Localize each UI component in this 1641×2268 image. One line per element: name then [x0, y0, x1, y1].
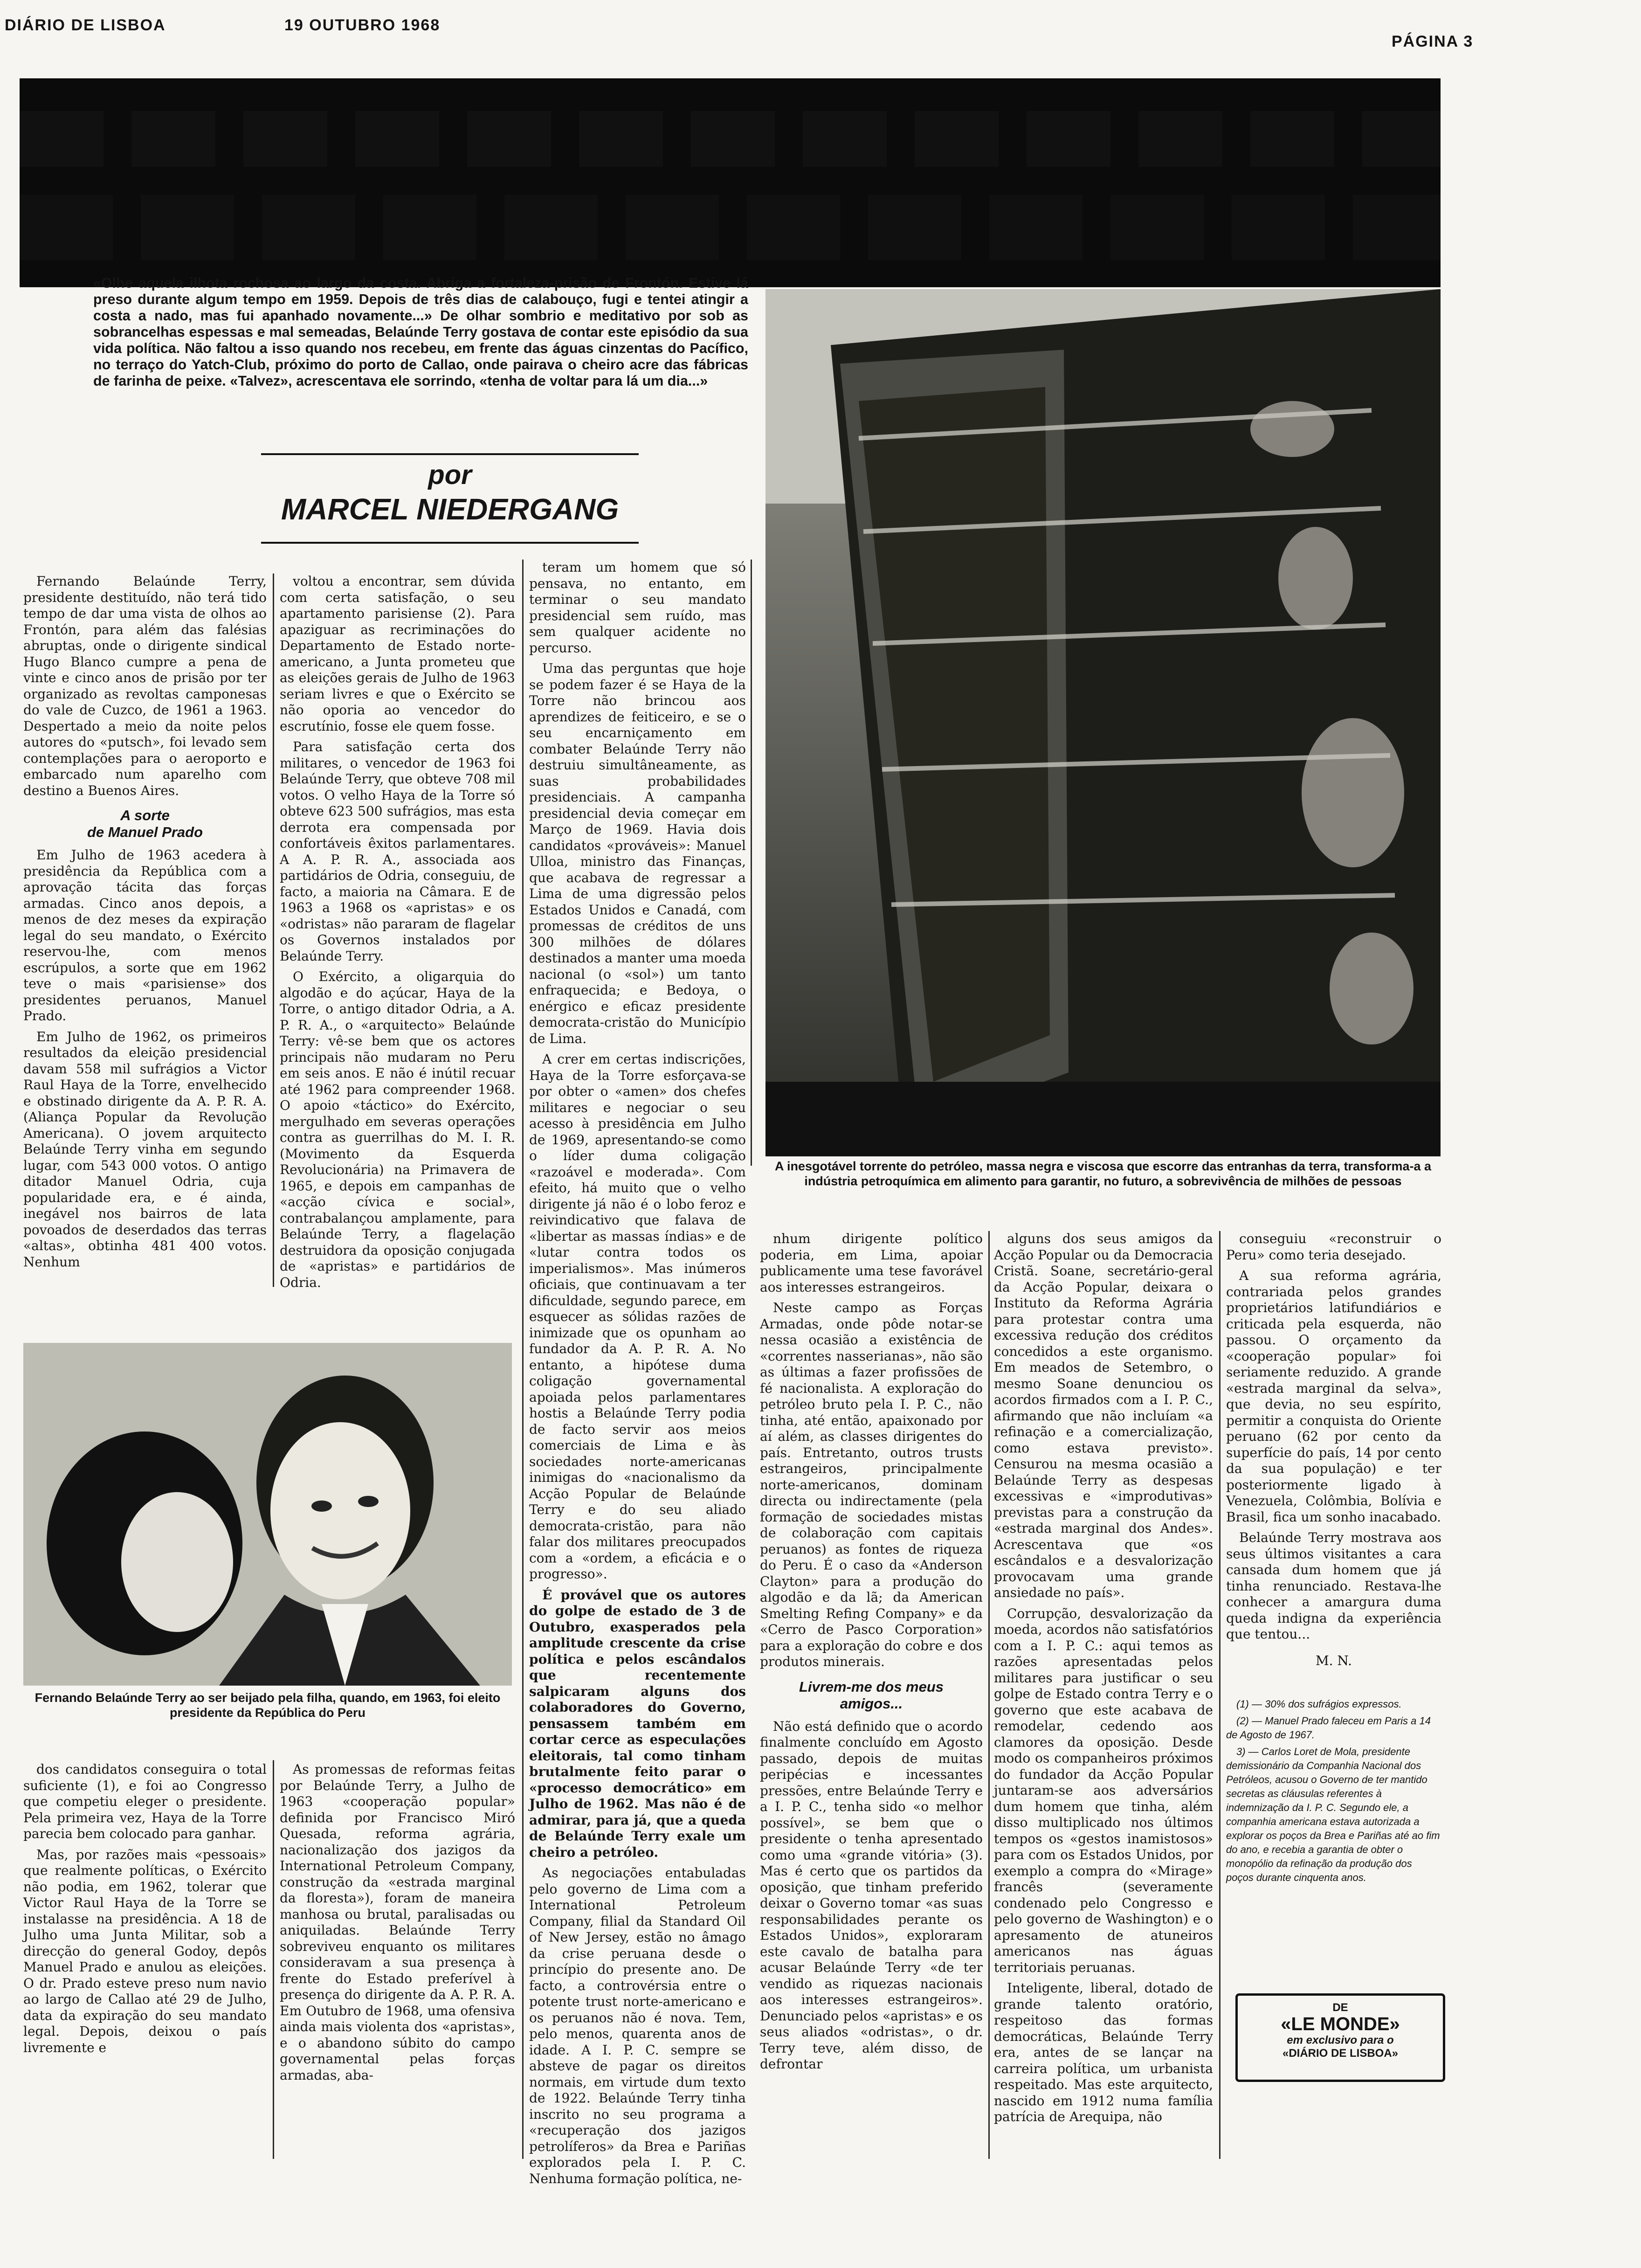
article-column-2 [280, 574, 515, 1295]
author-initials: M. N. [1315, 1653, 1352, 1668]
oil-refinery-photo [765, 289, 1441, 1156]
paragraph: Inteligente, liberal, dotado de grande talento oratório, respeitoso das formas democráticas, Belaúnde Terry era, antes de se lançar na carreira política, um urbanista respeitado. Mas este arquitecto, nascido em 1912 numa família patrícia de Arequipa, não [994, 1980, 1213, 2124]
footnote: (1) — 30% dos sufrágios expressos. [1236, 1698, 1402, 1710]
byline-rule-top [261, 453, 639, 455]
article-column-5 [994, 1231, 1213, 2130]
issue-date: 19 OUTUBRO 1968 [284, 16, 441, 34]
headline-banner [20, 78, 1441, 287]
paragraph: Não está definido que o acordo finalmente concluído em Agosto passado, depois de muitas peripécias e incessantes pressões, entre Belaúnde Terry e a I. P. C., tenha sido «o melhor possível», se bem que o presidente o tenha apresentado como uma «grande vitória» (3). Mas é certo que os partidos da oposição, que tinham preferido deixar o Governo tomar «as suas responsabilidades perante os Estados Unidos», exploraram este cavalo de batalha para acusar Belaúnde Terry «de ter vendido as riquezas nacionais aos interesses estrangeiros». Denunciado pelos «apristas» e os seus aliados «odristas», o dr. Terry teve, além disso, de defrontar [760, 1718, 983, 2072]
paragraph: A crer em certas indiscrições, Haya de la Torre esforçava-se por obter o «amen» dos chefes militares e negociar o seu acesso à presidência em Julho de 1969, apresentando-se como o líder duma coligação «razoável e moderada». Com efeito, há muito que o velho dirigente já não é o lobo feroz e reivindicativo que falava de «libertar as massas índias» e de «lutar contra todos os imperialismos». Mas inúmeros oficiais, que continuavam a ter dificuldade, segundo parece, em esquecer as sólidas razões de inimizade que os opunham ao fundador da A. P. R. A. No entanto, a hipótese duma coligação governamental apoiada pelos parlamentares hostis a Belaúnde Terry podia de facto servir aos meios comerciais de Lima e às sociedades norte-americanas inimigas do «nacionalismo da Acção Popular de Belaúnde Terry e do seu aliado democrata-cristão, para não falar dos militares preocupados com a «ordem, a eficácia e o progresso». [529, 1051, 746, 1582]
article-column-2b [280, 1762, 515, 2088]
paragraph-bold: É provável que os autores do golpe de estado de 3 de Outubro, exasperados pela amplitude crescente da crise política e pelos escândalos que recentemente salpicaram alguns dos colaboradores do Governo, pensassem também em cortar cerce as especulações eleitorais, tal como tinham brutalmente feito parar o «processo democrático» em Julho de 1962. Mas não é de admirar, para já, que a queda de Belaúnde Terry exale um cheiro a petróleo. [529, 1587, 746, 1860]
subheading: Livrem-me dos meus amigos... [799, 1678, 944, 1712]
credit-line-1: em exclusivo para o [1287, 2034, 1394, 2047]
paragraph: Belaúnde Terry mostrava aos seus últimos visitantes a cara cansada dum homem que já tinha renunciado. Restava-lhe conhecer a amargura duma queda indigna da experiência que tentou... [1226, 1530, 1441, 1642]
paragraph: nhum dirigente político poderia, em Lima, apoiar publicamente uma tese favorável aos interesses estrangeiros. [760, 1231, 983, 1295]
article-column-6 [1226, 1231, 1441, 1687]
paragraph: Corrupção, desvalorização da moeda, acordos não satisfatórios com a I. P. C.: aqui temos as razões apresentadas pelos militares para justificar o seu golpe de Estado contra Terry e o governo que este acabava de remodelar, cedendo aos clamores da oposição. Desde modo os companheiros próximos do fundador da Acção Popular juntaram-se aos adversários dum homem que tinha, além disso multiplicado nos últimos tempos os «gestos inamistosos» para com os Estados Unidos, por exemplo a compra do «Mirage» francês (severamente condenado pelo Congresso e pelo governo de Washington) e o apresamento de atuneiros americanos nas águas territoriais peruanas. [994, 1605, 1213, 1975]
footnote: (2) — Manuel Prado faleceu em Paris a 14 de Agosto de 1967. [1226, 1715, 1431, 1741]
byline-rule-bottom [261, 542, 639, 544]
article-column-4 [760, 1231, 983, 2077]
paragraph: Uma das perguntas que hoje se podem fazer é se Haya de la Torre não brincou aos aprendizes de feiticeiro, e se o seu encarniçamento em combater Belaúnde Terry não destruiu simultâneamente, as suas probabilidades presidenciais. A campanha presidencial devia começar em Março de 1969. Havia dois candidatos «prováveis»: Manuel Ulloa, ministro das Finanças, que acabava de regressar a Lima de uma digressão pelos Estados Unidos e Canadá, com promessas de créditos de uns 300 milhões de dólares destinados a manter uma moeda nacional (o «sol») um tanto enfraquecida; e Bedoya, o enérgico e eficaz presidente democrata-cristão do Município de Lima. [529, 661, 746, 1046]
paragraph: O Exército, a oligarquia do algodão e do açúcar, Haya de la Torre, o antigo ditador Odria, a A. P. R. A., o «arquitecto» Belaúnde Terry: vê-se bem que os actores principais não mudaram no Peru em seis anos. E não é inútil recuar até 1962 para compreender 1968. O apoio «táctico» do Exército, mergulhado em severas operações contra as guerrilhas do M. I. R. (Movimento da Esquerda Revolucionária) na Primavera de 1965, e depois em campanhas de «acção cívica e social», contrabalançou amplamente, para Belaúnde Terry, a flagelação destruidora da oposição conjugada de «apristas» e partidários de Odria. [280, 969, 515, 1290]
photo-left-caption: Fernando Belaúnde Terry ao ser beijado pela filha, quando, em 1963, foi eleito presidente da República do Peru [34, 1691, 501, 1720]
column-rule [273, 1760, 274, 2159]
paragraph: voltou a encontrar, sem dúvida com certa satisfação, o seu apartamento parisiense (2). Para apaziguar as recriminações do Departamento de Estado norte-americano, a Junta prometeu que as eleições gerais de Julho de 1963 seriam livres e que o Exército se não oporia ao vencedor do escrutínio, fosse ele quem fosse. [280, 574, 515, 734]
credit-source: «LE MONDE» [1281, 2014, 1400, 2034]
credit-de: DE [1332, 2001, 1348, 2014]
paragraph: teram um homem que só pensava, no entanto, em terminar o seu mandato presidencial sem ruído, mas sem qualquer acidente no percurso. [529, 560, 746, 656]
page-number: PÁGINA 3 [1392, 33, 1474, 50]
photo-top-caption: A inesgotável torrente do petróleo, massa negra e viscosa que escorre das entranhas da terra, transforma-a a indústria petroquímica em alimento para garantir, no futuro, a sobrevivência de milhões de pessoas [774, 1159, 1432, 1188]
paragraph: Em Julho de 1962, os primeiros resultados da eleição presidencial davam 558 mil sufrágios a Victor Raul Haya de la Torre, envelhecido e obstinado dirigente da A. P. R. A. (Aliança Popular da Revolução Americana). O jovem arquitecto Belaúnde Terry vinha em segundo lugar, com 543 000 votos. O antigo ditador Manuel Odria, cuja popularidade era, e é ainda, inegável nos bairros de lata povoados de deserdados das terras «altas», obtinha 481 400 votos. Nenhum [23, 1029, 267, 1270]
paragraph: Mas, por razões mais «pessoais» que realmente políticas, o Exército não podia, em 1962, tolerar que Victor Raul Haya de la Torre se instalasse na presidência. A 18 de Julho uma Junta Militar, sob a direcção do general Godoy, depôs Manuel Prado e anulou as eleições. O dr. Prado esteve preso num navio ao largo de Callao até 29 de Julho, data da expiração do seu mandato legal. Depois, deixou o país livremente e [23, 1846, 267, 2055]
article-column-3 [529, 560, 746, 2192]
column-rule [988, 1231, 990, 2159]
paragraph: conseguiu «reconstruir o Peru» como teria desejado. [1226, 1231, 1441, 1263]
paragraph: As promessas de reformas feitas por Belaúnde Terry, a Julho de 1963 «cooperação popular» definida por Francisco Miró Quesada, reforma agrária, nacionalização dos jazigos da International Petroleum Company, construção da «estrada marginal da floresta»), foram de maneira manhosa ou brutal, paralisadas ou aniquiladas. Belaúnde Terry sobreviveu enquanto os militares consideravam a sua presença à frente do Estado preferível à presença do dirigente da A. P. R. A. Em Outubro de 1968, uma ofensiva ainda mais violenta dos «apristas», e o abandono súbito do campo governamental pelas forças armadas, aba- [280, 1762, 515, 2083]
paragraph: dos candidatos conseguira o total suficiente (1), e foi ao Congresso que competiu eleger o presidente. Pela primeira vez, Haya de la Torre parecia bem colocado para ganhar. [23, 1762, 267, 1841]
column-rule [522, 560, 524, 2159]
article-column-1 [23, 574, 267, 1275]
byline-author: MARCEL NIEDERGANG [281, 492, 619, 526]
column-rule [273, 574, 274, 1287]
column-rule [751, 560, 752, 1166]
belaunde-kiss-photo [23, 1343, 512, 1686]
paragraph: alguns dos seus amigos da Acção Popular ou da Democracia Cristã. Soane, secretário-geral da Acção Popular, deixara o Instituto da Reforma Agrária para protestar contra uma excessiva redução dos créditos concedidos a este organismo. Em meados de Setembro, o mesmo Soane denunciou os acordos firmados com a I. P. C., afirmando que não incluíam «a refinação e a comercialização, como estava previsto». Censurou na mesma ocasião a Belaúnde Terry as despesas excessivas e «improdutivas» previstas para a construção da «estrada marginal dos Andes». Acrescentava que «os escândalos e a desvalorização provocavam uma grande ansiedade no país». [994, 1231, 1213, 1600]
le-monde-credit-box [1235, 1993, 1445, 2082]
column-rule [1219, 1231, 1220, 2159]
paragraph: Fernando Belaúnde Terry, presidente destituído, não terá tido tempo de dar uma vista de olhos ao Frontón, para além das falésias abruptas, onde o dirigente sindical Hugo Blanco cumpre a pena de vinte e cinco anos de prisão por ter organizado as revoltas camponesas do vale de Cuzco, de 1961 a 1963. Despertado a meio da noite pelos autores do «putsch», foi levado sem contemplações para o aeroporto e embarcado num aparelho com destino a Buenos Aires. [23, 574, 267, 798]
subheading: A sorte de Manuel Prado [87, 807, 203, 840]
byline-por: por [428, 460, 472, 490]
paragraph: As negociações entabuladas pelo governo de Lima com a International Petroleum Company, filial da Standard Oil of New Jersey, estão no âmago da crise peruana desde o princípio do presente ano. De facto, a controvérsia entre o potente trust norte-americano e os peruanos não é nova. Tem, pelo menos, quarenta anos de idade. A I. P. C. sempre se absteve de pagar os direitos normais, em virtude dum texto de 1922. Belaúnde Terry tinha inscrito no seu programa a «recuperação dos jazigos petrolíferos» da Brea e Pariñas explorados pela I. P. C. Nenhuma formação política, ne- [529, 1865, 746, 2186]
lede-paragraph: «Olhe aquela ilhota rochosa ao largo da costa. Abriga a fortaleza-prisão de Frontón. Estive lá preso durante algum tempo em 1959. Depois de três dias de calabouço, fugi e tentei atingir a costa a nado, mas fui apanhado novamente...» De olhar sombrio e meditativo por sob as sobrancelhas espessas e mal semeadas, Belaúnde Terry gostava de contar este episódio da sua vida política. Não faltou a isso quando nos recebeu, em frente das águas cinzentas do Pacífico, no terraço do Yatch-Club, próximo do porto de Callao, onde pairava o cheiro acre das fábricas de farinha de peixe. «Talvez», acrescentava ele sorrindo, «tenha de voltar para lá um dia...» [93, 275, 748, 389]
paragraph: Em Julho de 1963 acedera à presidência da República com a aprovação tácita das forças armadas. Cinco anos depois, a menos de dez meses da expiração legal do seu mandato, o Exército reservou-lhe, com menos escrúpulos, a sorte que em 1962 teve o mais «parisiense» dos presidentes peruanos, Manuel Prado. [23, 847, 267, 1023]
paragraph: Para satisfação certa dos militares, o vencedor de 1963 foi Belaúnde Terry, que obteve 708 mil votos. O velho Haya de la Torre só obteve 623 500 sufrágios, mas esta derrota era compensada por confortáveis êxitos parlamentares. A A. P. R. A., associada aos partidários de Odria, conseguiu, de facto, a maioria na Câmara. E de 1963 a 1968 os «apristas» e os «odristas» não pararam de flagelar os Governos instalados por Belaúnde Terry. [280, 739, 515, 964]
paper-name: DIÁRIO DE LISBOA [5, 16, 166, 34]
paragraph: A sua reforma agrária, contrariada pelos grandes proprietários latifundiários e criticada pela esquerda, não passou. O orçamento da «cooperação popular» foi seriamente reduzido. A grande «estrada marginal da selva», que devia, no seu espírito, permitir a conquista do Oriente peruano (62 por cento da superfície do país, 14 por cento da sua população) e ter posteriormente ligado à Venezuela, Colômbia, Bolívia e Brasil, fica um sonho inacabado. [1226, 1268, 1441, 1525]
credit-line-2: «DIÁRIO DE LISBOA» [1282, 2047, 1399, 2060]
article-column-1b [23, 1762, 267, 2061]
footnotes [1226, 1697, 1441, 1888]
paragraph: Neste campo as Forças Armadas, onde pôde notar-se nessa ocasião a existência de «correntes nasserianas», não são as últimas a fazer profissões de fé nacionalista. A exploração do petróleo bruto pela I. P. C., não tinha, até então, apaixonado por aí além, as classes dirigentes do país. Entretanto, outros trusts estrangeiros, principalmente norte-americanos, dominam directa ou indirectamente (pela formação de sociedades mistas de colaboração com capitais peruanos) as fontes de riqueza do Peru. É o caso da «Anderson Clayton» para a produção do algodão e da lã; da American Smelting Refing Company» e da «Cerro de Pasco Corporation» para a exploração do cobre e dos produtos minerais. [760, 1300, 983, 1669]
footnote: 3) — Carlos Loret de Mola, presidente demissionário da Companhia Nacional dos Petróleos, acusou o Governo de ter mantido secretas as cláusulas referentes à indemnização da I. P. C. Segundo ele, a companhia americana estava autorizada a explorar os poços da Brea e Pariñas até ao fim do ano, e recebia a garantia de obter o monopólio da refinação da produção dos poços durante cinquenta anos. [1226, 1746, 1440, 1883]
